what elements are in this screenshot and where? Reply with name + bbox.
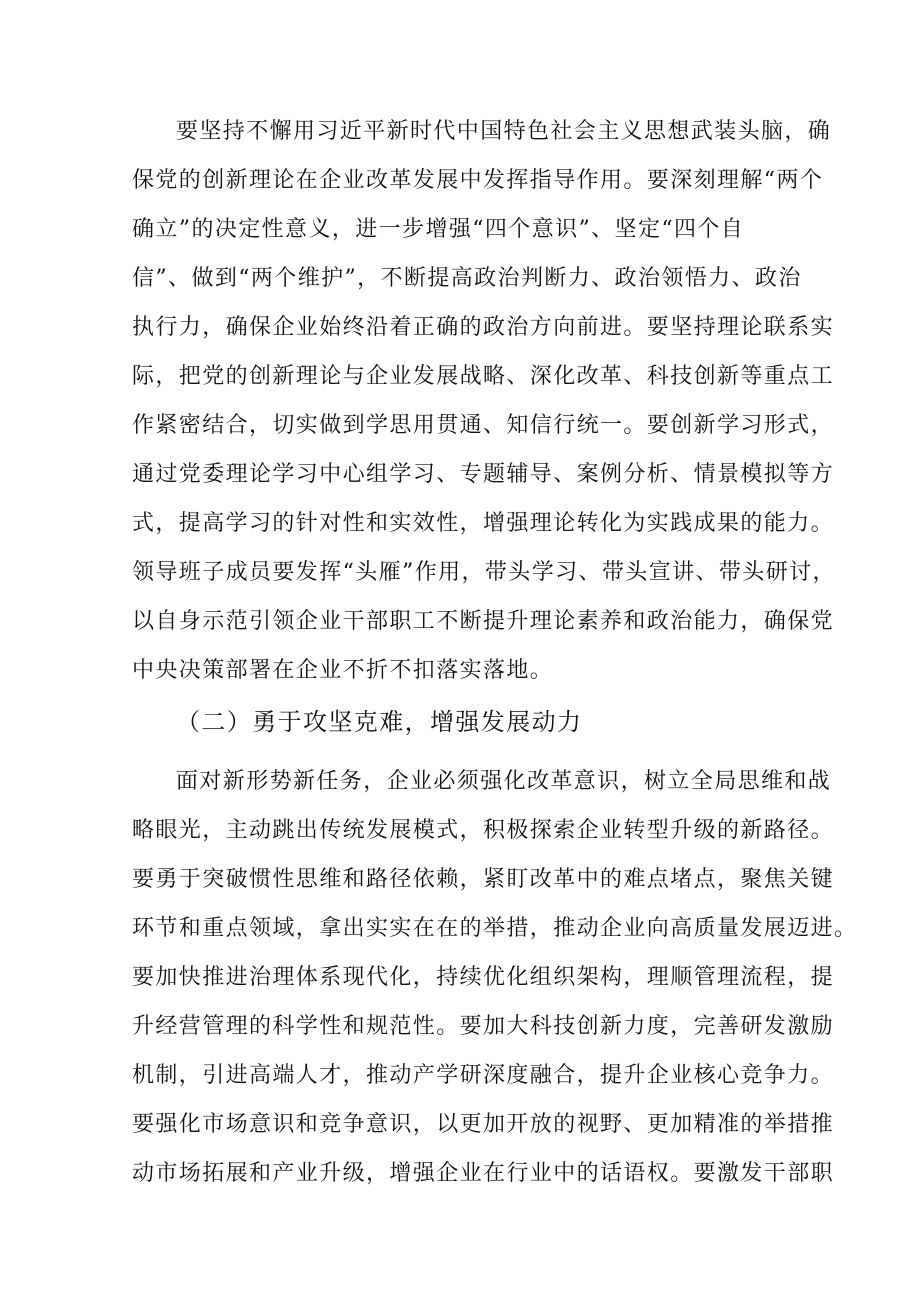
- section-heading: （二）勇于攻坚克难，增强发展动力: [176, 708, 583, 736]
- paragraph-1-line-1: 要坚持不懈用习近平新时代中国特色社会主义思想武装头脑，确: [176, 119, 832, 144]
- paragraph-2-line-9: 动市场拓展和产业升级，增强企业在行业中的话语权。要激发干部职: [132, 1161, 835, 1186]
- paragraph-1-line-7: 作紧密结合，切实做到学思用贯通、知信行统一。要创新学习形式，: [132, 413, 835, 438]
- paragraph-2-line-3: 要勇于突破惯性思维和路径依赖，紧盯改革中的难点堵点，聚焦关键: [132, 867, 835, 892]
- paragraph-2-line-1: 面对新形势新任务，企业必须强化改革意识，树立全局思维和战: [176, 769, 832, 794]
- paragraph-1-line-11: 以自身示范引领企业干部职工不断提升理论素养和政治能力，确保党: [132, 609, 835, 634]
- paragraph-2-line-2: 略眼光，主动跳出传统发展模式，积极探索企业转型升级的新路径。: [132, 818, 835, 843]
- paragraph-2-line-7: 机制，引进高端人才，推动产学研深度融合，提升企业核心竞争力。: [132, 1063, 835, 1088]
- paragraph-1-line-8: 通过党委理论学习中心组学习、专题辅导、案例分析、情景模拟等方: [132, 462, 835, 487]
- paragraph-1-line-9: 式，提高学习的针对性和实效性，增强理论转化为实践成果的能力。: [132, 511, 835, 536]
- paragraph-2-line-8: 要强化市场意识和竞争意识，以更加开放的视野、更加精准的举措推: [132, 1112, 835, 1137]
- paragraph-1-line-6: 际，把党的创新理论与企业发展战略、深化改革、科技创新等重点工: [132, 364, 835, 389]
- paragraph-1-line-12: 中央决策部署在企业不折不扣落实落地。: [132, 658, 554, 683]
- paragraph-1-line-4: 信”、做到“两个维护”，不断提高政治判断力、政治领悟力、政治: [132, 266, 802, 291]
- paragraph-2-line-4: 环节和重点领域，拿出实实在在的举措，推动企业向高质量发展迈进。: [132, 916, 858, 941]
- paragraph-1-line-10: 领导班子成员要发挥“头雁”作用，带头学习、带头宣讲、带头研讨，: [132, 560, 836, 585]
- paragraph-2-line-5: 要加快推进治理体系现代化，持续优化组织架构，理顺管理流程，提: [132, 965, 835, 990]
- paragraph-1-line-2: 保党的创新理论在企业改革发展中发挥指导作用。要深刻理解“两个: [132, 168, 824, 193]
- paragraph-1-line-5: 执行力，确保企业始终沿着正确的政治方向前进。要坚持理论联系实: [132, 315, 835, 340]
- paragraph-2-line-6: 升经营管理的科学性和规范性。要加大科技创新力度，完善研发激励: [132, 1014, 835, 1039]
- paragraph-1-line-3: 确立”的决定性意义，进一步增强“四个意识”、坚定“四个自: [132, 217, 745, 242]
